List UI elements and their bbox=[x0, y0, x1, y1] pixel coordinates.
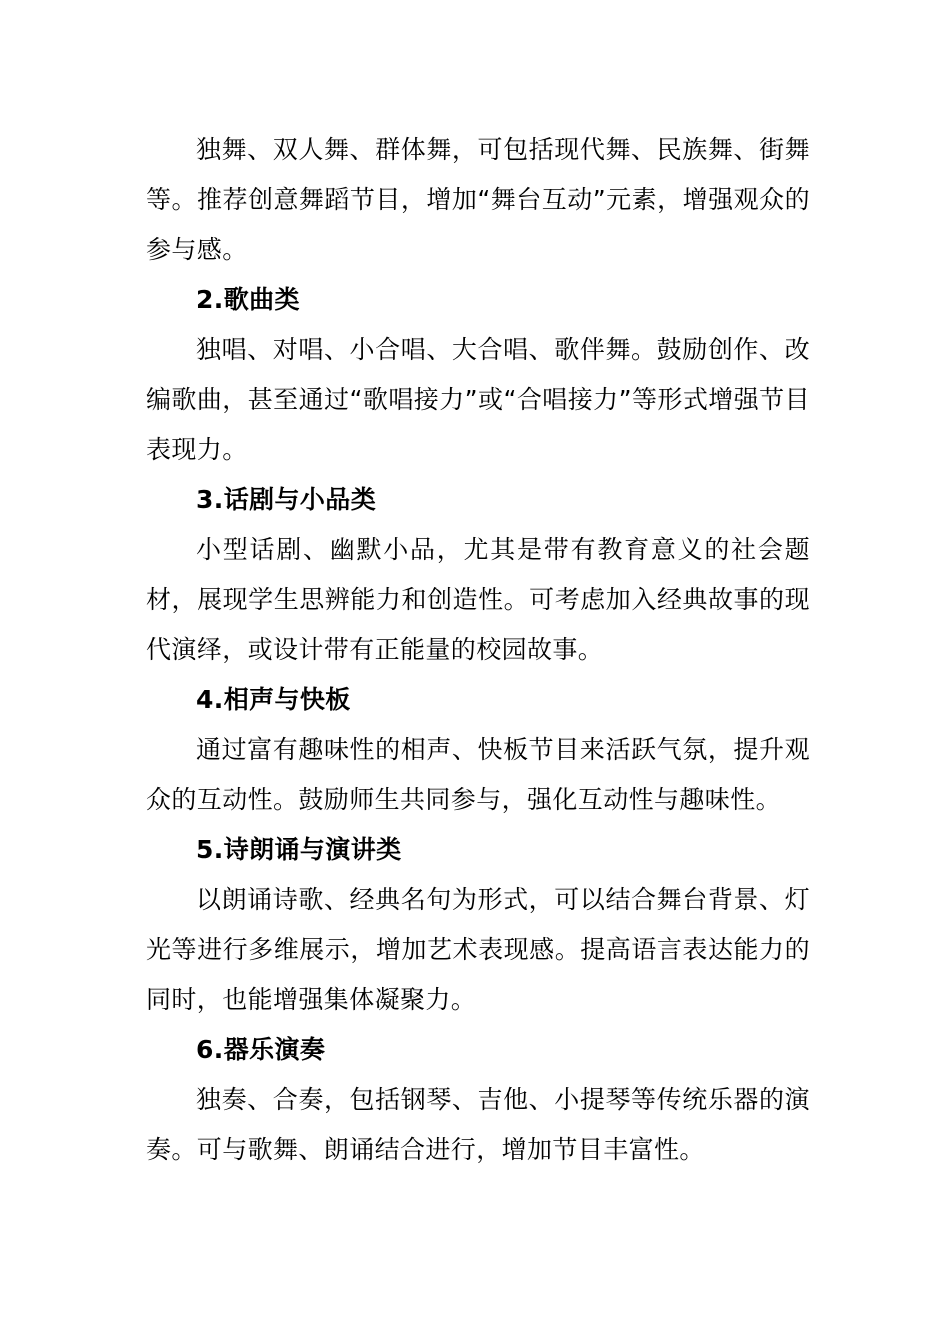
heading-crosstalk: 4.相声与快板 bbox=[196, 685, 351, 714]
heading-drama-sketch: 3.话剧与小品类 bbox=[196, 485, 377, 514]
document-page bbox=[146, 125, 810, 1175]
paragraph-recitation: 以朗诵诗歌、经典名句为形式，可以结合舞台背景、灯光等进行多维展示，增加艺术表现感。提高语言表达能力的同时，也能增强集体凝聚力。 bbox=[146, 885, 810, 1014]
heading-instrumental: 6.器乐演奏 bbox=[196, 1035, 326, 1064]
paragraph-instrumental: 独奏、合奏，包括钢琴、吉他、小提琴等传统乐器的演奏。可与歌舞、朗诵结合进行，增加节目丰富性。 bbox=[146, 1085, 810, 1164]
paragraph-crosstalk: 通过富有趣味性的相声、快板节目来活跃气氛，提升观众的互动性。鼓励师生共同参与，强化互动性与趣味性。 bbox=[146, 735, 810, 814]
paragraph-dance-intro: 独舞、双人舞、群体舞，可包括现代舞、民族舞、街舞等。推荐创意舞蹈节目，增加“舞台互动”元素，增强观众的参与感。 bbox=[146, 135, 810, 264]
paragraph-songs: 独唱、对唱、小合唱、大合唱、歌伴舞。鼓励创作、改编歌曲，甚至通过“歌唱接力”或“合唱接力”等形式增强节目表现力。 bbox=[146, 335, 810, 464]
heading-recitation: 5.诗朗诵与演讲类 bbox=[196, 835, 402, 864]
heading-songs: 2.歌曲类 bbox=[196, 285, 300, 314]
paragraph-drama-sketch: 小型话剧、幽默小品，尤其是带有教育意义的社会题材，展现学生思辨能力和创造性。可考虑加入经典故事的现代演绎，或设计带有正能量的校园故事。 bbox=[146, 535, 810, 664]
